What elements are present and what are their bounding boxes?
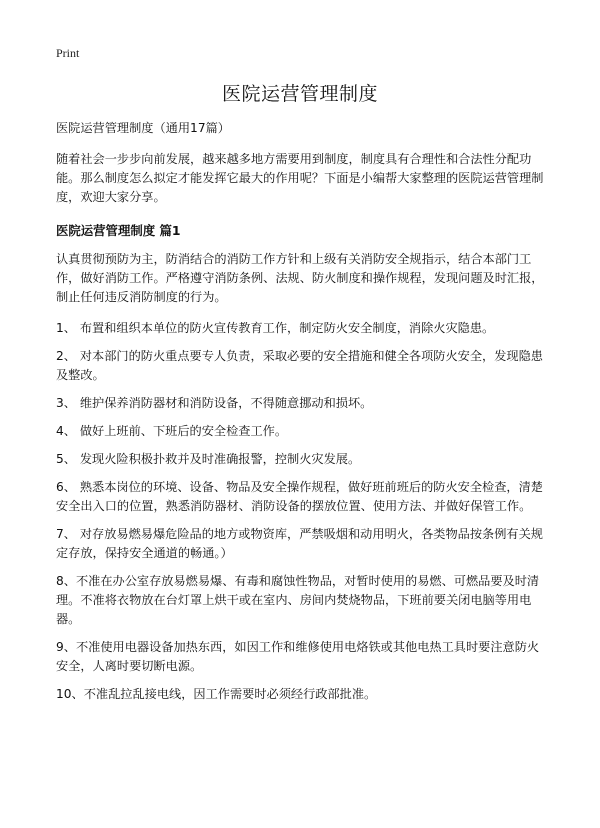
- rule-item-7: 7、 对存放易燃易爆危险品的地方或物资库，严禁吸烟和动用明火，各类物品按条例有关规定存放，保持安全通道的畅通。）: [56, 527, 543, 560]
- rule-item-6: 6、 熟悉本岗位的环境、设备、物品及安全操作规程，做好班前班后的防火安全检查，清楚安全出入口的位置，熟悉消防器材、消防设备的摆放位置、使用方法、并做好保管工作。: [56, 480, 543, 513]
- document-subtitle: 医院运营管理制度（通用17篇）: [56, 121, 230, 135]
- lead-paragraph: 认真贯彻预防为主，防消结合的消防工作方针和上级有关消防安全规指示，结合本部门工作，做好消防工作。严格遵守消防条例、法规、防火制度和操作规程，发现问题及时汇报，制止任何违反消防制度的行为。: [56, 252, 544, 304]
- rule-item-3: 3、 维护保养消防器材和消防设备，不得随意挪动和损坏。: [56, 396, 373, 410]
- rule-item-5: 5、 发现火险积极扑救并及时准确报警，控制火灾发展。: [56, 452, 361, 466]
- rule-item-1: 1、 布置和组织本单位的防火宣传教育工作，制定防火安全制度，消除火灾隐患。: [56, 321, 495, 335]
- page-title: 医院运营管理制度: [221, 83, 378, 105]
- rules-list: [56, 319, 546, 704]
- rule-item-8: 8、不准在办公室存放易燃易爆、有毒和腐蚀性物品，对暂时使用的易燃、可燃品要及时清理。不准将衣物放在台灯罩上烘干或在室内、房间内焚烧物品，下班前要关闭电脑等用电器。: [56, 574, 540, 626]
- intro-paragraph: 随着社会一步步向前发展，越来越多地方需要用到制度，制度具有合理性和合法性分配功能。那么制度怎么拟定才能发挥它最大的作用呢？下面是小编帮大家整理的医院运营管理制度，欢迎大家分享。: [56, 152, 544, 204]
- document-body: [56, 119, 546, 713]
- rule-item-9: 9、不准使用电器设备加热东西，如因工作和维修使用电烙铁或其他电热工具时要注意防火安全，人离时要切断电源。: [56, 640, 540, 673]
- rule-item-2: 2、 对本部门的防火重点要专人负责，采取必要的安全措施和健全各项防火安全，发现隐患及整改。: [56, 349, 543, 382]
- rule-item-4: 4、 做好上班前、下班后的安全检查工作。: [56, 424, 288, 438]
- section-heading: 医院运营管理制度 篇1: [56, 223, 181, 238]
- rule-item-10: 10、不准乱拉乱接电线，因工作需要时必须经行政部批准。: [56, 687, 377, 701]
- print-label: Print: [56, 46, 80, 60]
